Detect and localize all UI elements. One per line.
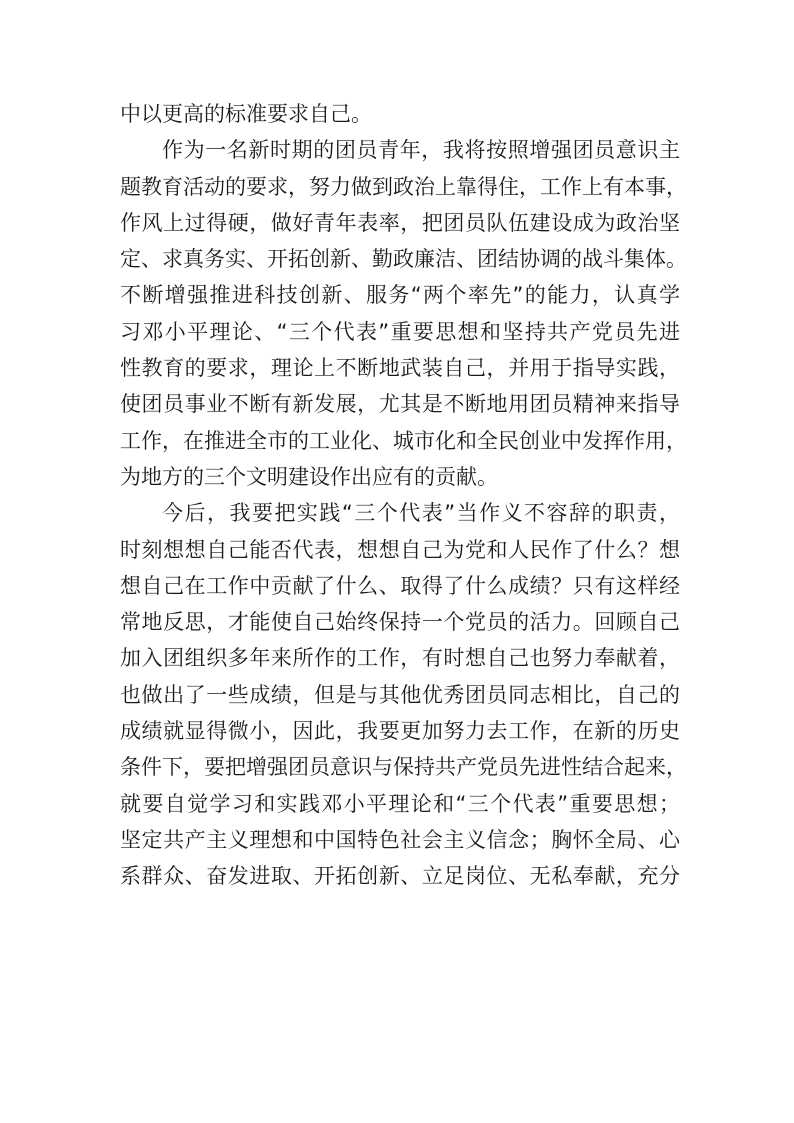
text-line: 题教育活动的要求，努力做到政治上靠得住，工作上有本事，: [120, 174, 687, 199]
text-line: 想自己在工作中贡献了什么、取得了什么成绩？只有这样经: [120, 573, 680, 598]
text-line: 条件下，要把增强团员意识与保持共产党员先进性结合起来，: [120, 755, 687, 780]
text-line: 作风上过得硬，做好青年表率，把团员队伍建设成为政治坚: [120, 210, 680, 235]
text-line: 系群众、奋发进取、开拓创新、立足岗位、无私奉献，充分: [120, 864, 680, 889]
body-text: [120, 96, 687, 895]
text-line: 定、求真务实、开拓创新、勤政廉洁、团结协调的战斗集体。: [120, 247, 687, 272]
text-line: 工作，在推进全市的工业化、城市化和全民创业中发挥作用，: [120, 428, 687, 453]
text-line: 中以更高的标准要求自己。: [120, 102, 372, 126]
text-line: 也做出了一些成绩，但是与其他优秀团员同志相比，自己的: [120, 682, 680, 707]
text-line: 常地反思，才能使自己始终保持一个党员的活力。回顾自己: [120, 610, 680, 635]
text-line: 习邓小平理论、“三个代表”重要思想和坚持共产党员先进: [120, 319, 680, 344]
paragraph-first-line: 今后，我要把实践“三个代表”当作义不容辞的职责，: [162, 501, 680, 526]
text-line: 使团员事业不断有新发展，尤其是不断地用团员精神来指导: [120, 392, 680, 417]
text-line: 坚定共产主义理想和中国特色社会主义信念；胸怀全局、心: [120, 827, 680, 852]
text-line: 成绩就显得微小，因此，我要更加努力去工作，在新的历史: [120, 719, 680, 744]
text-line: 加入团组织多年来所作的工作，有时想自己也努力奉献着，: [120, 646, 680, 671]
text-line: 为地方的三个文明建设作出应有的贡献。: [120, 464, 498, 489]
paragraph-first-line: 作为一名新时期的团员青年，我将按照增强团员意识主: [162, 138, 680, 163]
text-line: 就要自觉学习和实践邓小平理论和“三个代表”重要思想；: [120, 791, 680, 816]
text-line: 性教育的要求，理论上不断地武装自己，并用于指导实践，: [120, 356, 680, 381]
text-line: 时刻想想自己能否代表，想想自己为党和人民作了什么？想: [120, 537, 680, 562]
text-line: 不断增强推进科技创新、服务“两个率先”的能力，认真学: [120, 283, 680, 308]
